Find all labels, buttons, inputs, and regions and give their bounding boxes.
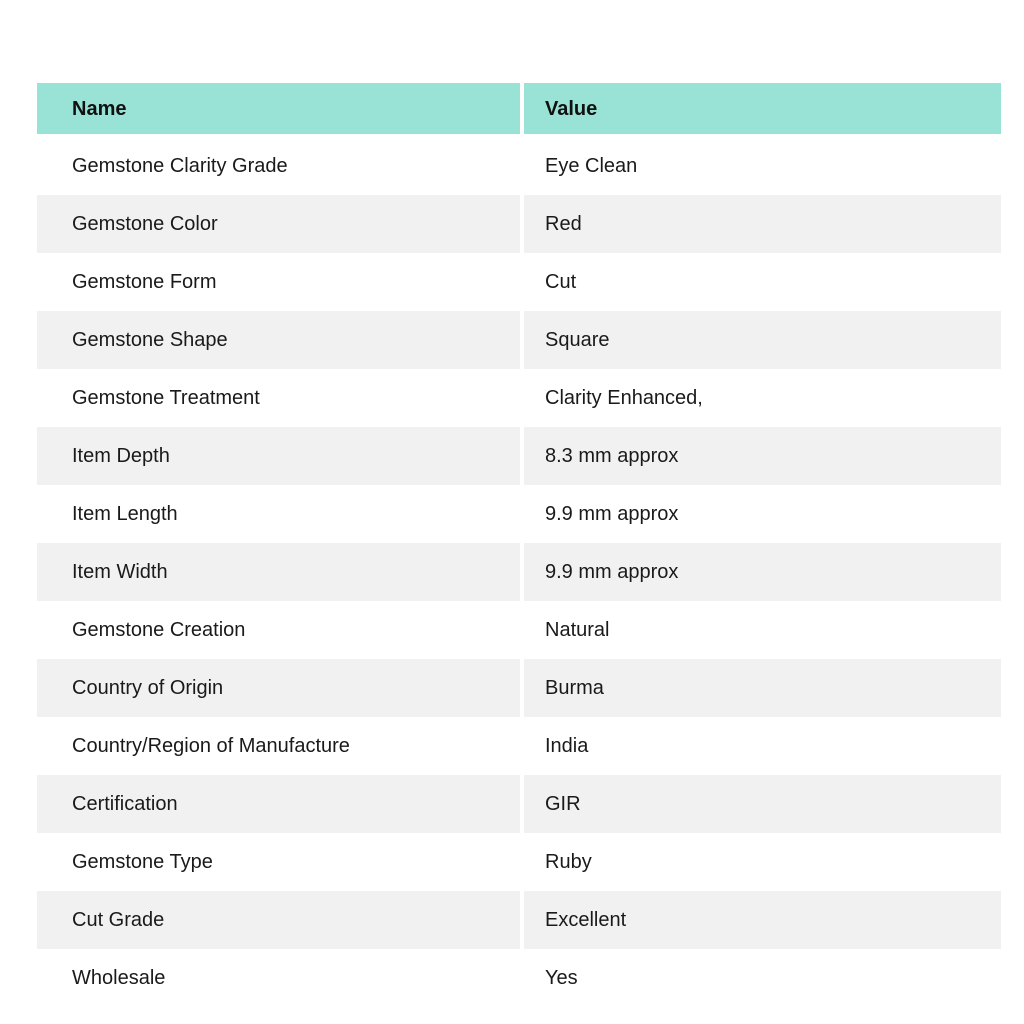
item-specifics-table [37, 83, 1001, 1007]
table-row [37, 485, 1001, 543]
column-header-name: Name [37, 83, 524, 134]
spec-name-cell: Gemstone Clarity Grade [37, 137, 524, 195]
table-row [37, 195, 1001, 253]
table-row [37, 311, 1001, 369]
spec-value-cell: Natural [545, 619, 610, 641]
spec-value-cell: GIR [545, 793, 581, 815]
spec-name-cell: Gemstone Color [37, 195, 524, 253]
spec-name-cell: Item Depth [37, 427, 524, 485]
spec-name-cell: Certification [37, 775, 524, 833]
spec-name-cell: Gemstone Shape [37, 311, 524, 369]
spec-value-cell: Burma [545, 677, 604, 699]
table-row [37, 137, 1001, 195]
table-row [37, 253, 1001, 311]
table-row [37, 949, 1001, 1007]
spec-value-cell: 9.9 mm approx [545, 561, 679, 583]
table-row [37, 717, 1001, 775]
spec-value-cell: Ruby [545, 851, 592, 873]
spec-value-cell: Square [545, 329, 610, 351]
spec-name-cell: Gemstone Type [37, 833, 524, 891]
table-row [37, 891, 1001, 949]
spec-value-cell: Clarity Enhanced, [545, 387, 703, 409]
table-row [37, 775, 1001, 833]
table-row [37, 601, 1001, 659]
table-header-row [37, 83, 1001, 134]
spec-value-cell: Excellent [545, 909, 627, 931]
spec-value-cell: 8.3 mm approx [545, 445, 679, 467]
spec-value-cell: Yes [545, 967, 578, 989]
table-row [37, 659, 1001, 717]
spec-name-cell: Gemstone Treatment [37, 369, 524, 427]
spec-value-cell: India [545, 735, 589, 757]
spec-name-cell: Country of Origin [37, 659, 524, 717]
spec-name-cell: Item Width [37, 543, 524, 601]
spec-value-cell: Eye Clean [545, 155, 638, 177]
column-header-value: Value [545, 97, 598, 120]
table-row [37, 369, 1001, 427]
spec-value-cell: 9.9 mm approx [545, 503, 679, 525]
spec-name-cell: Country/Region of Manufacture [37, 717, 524, 775]
spec-name-cell: Wholesale [37, 949, 524, 1007]
spec-name-cell: Gemstone Form [37, 253, 524, 311]
spec-name-cell: Cut Grade [37, 891, 524, 949]
spec-value-cell: Red [545, 213, 582, 235]
table-row [37, 427, 1001, 485]
table-row [37, 833, 1001, 891]
spec-value-cell: Cut [545, 271, 577, 293]
spec-name-cell: Item Length [37, 485, 524, 543]
table-row [37, 543, 1001, 601]
spec-name-cell: Gemstone Creation [37, 601, 524, 659]
